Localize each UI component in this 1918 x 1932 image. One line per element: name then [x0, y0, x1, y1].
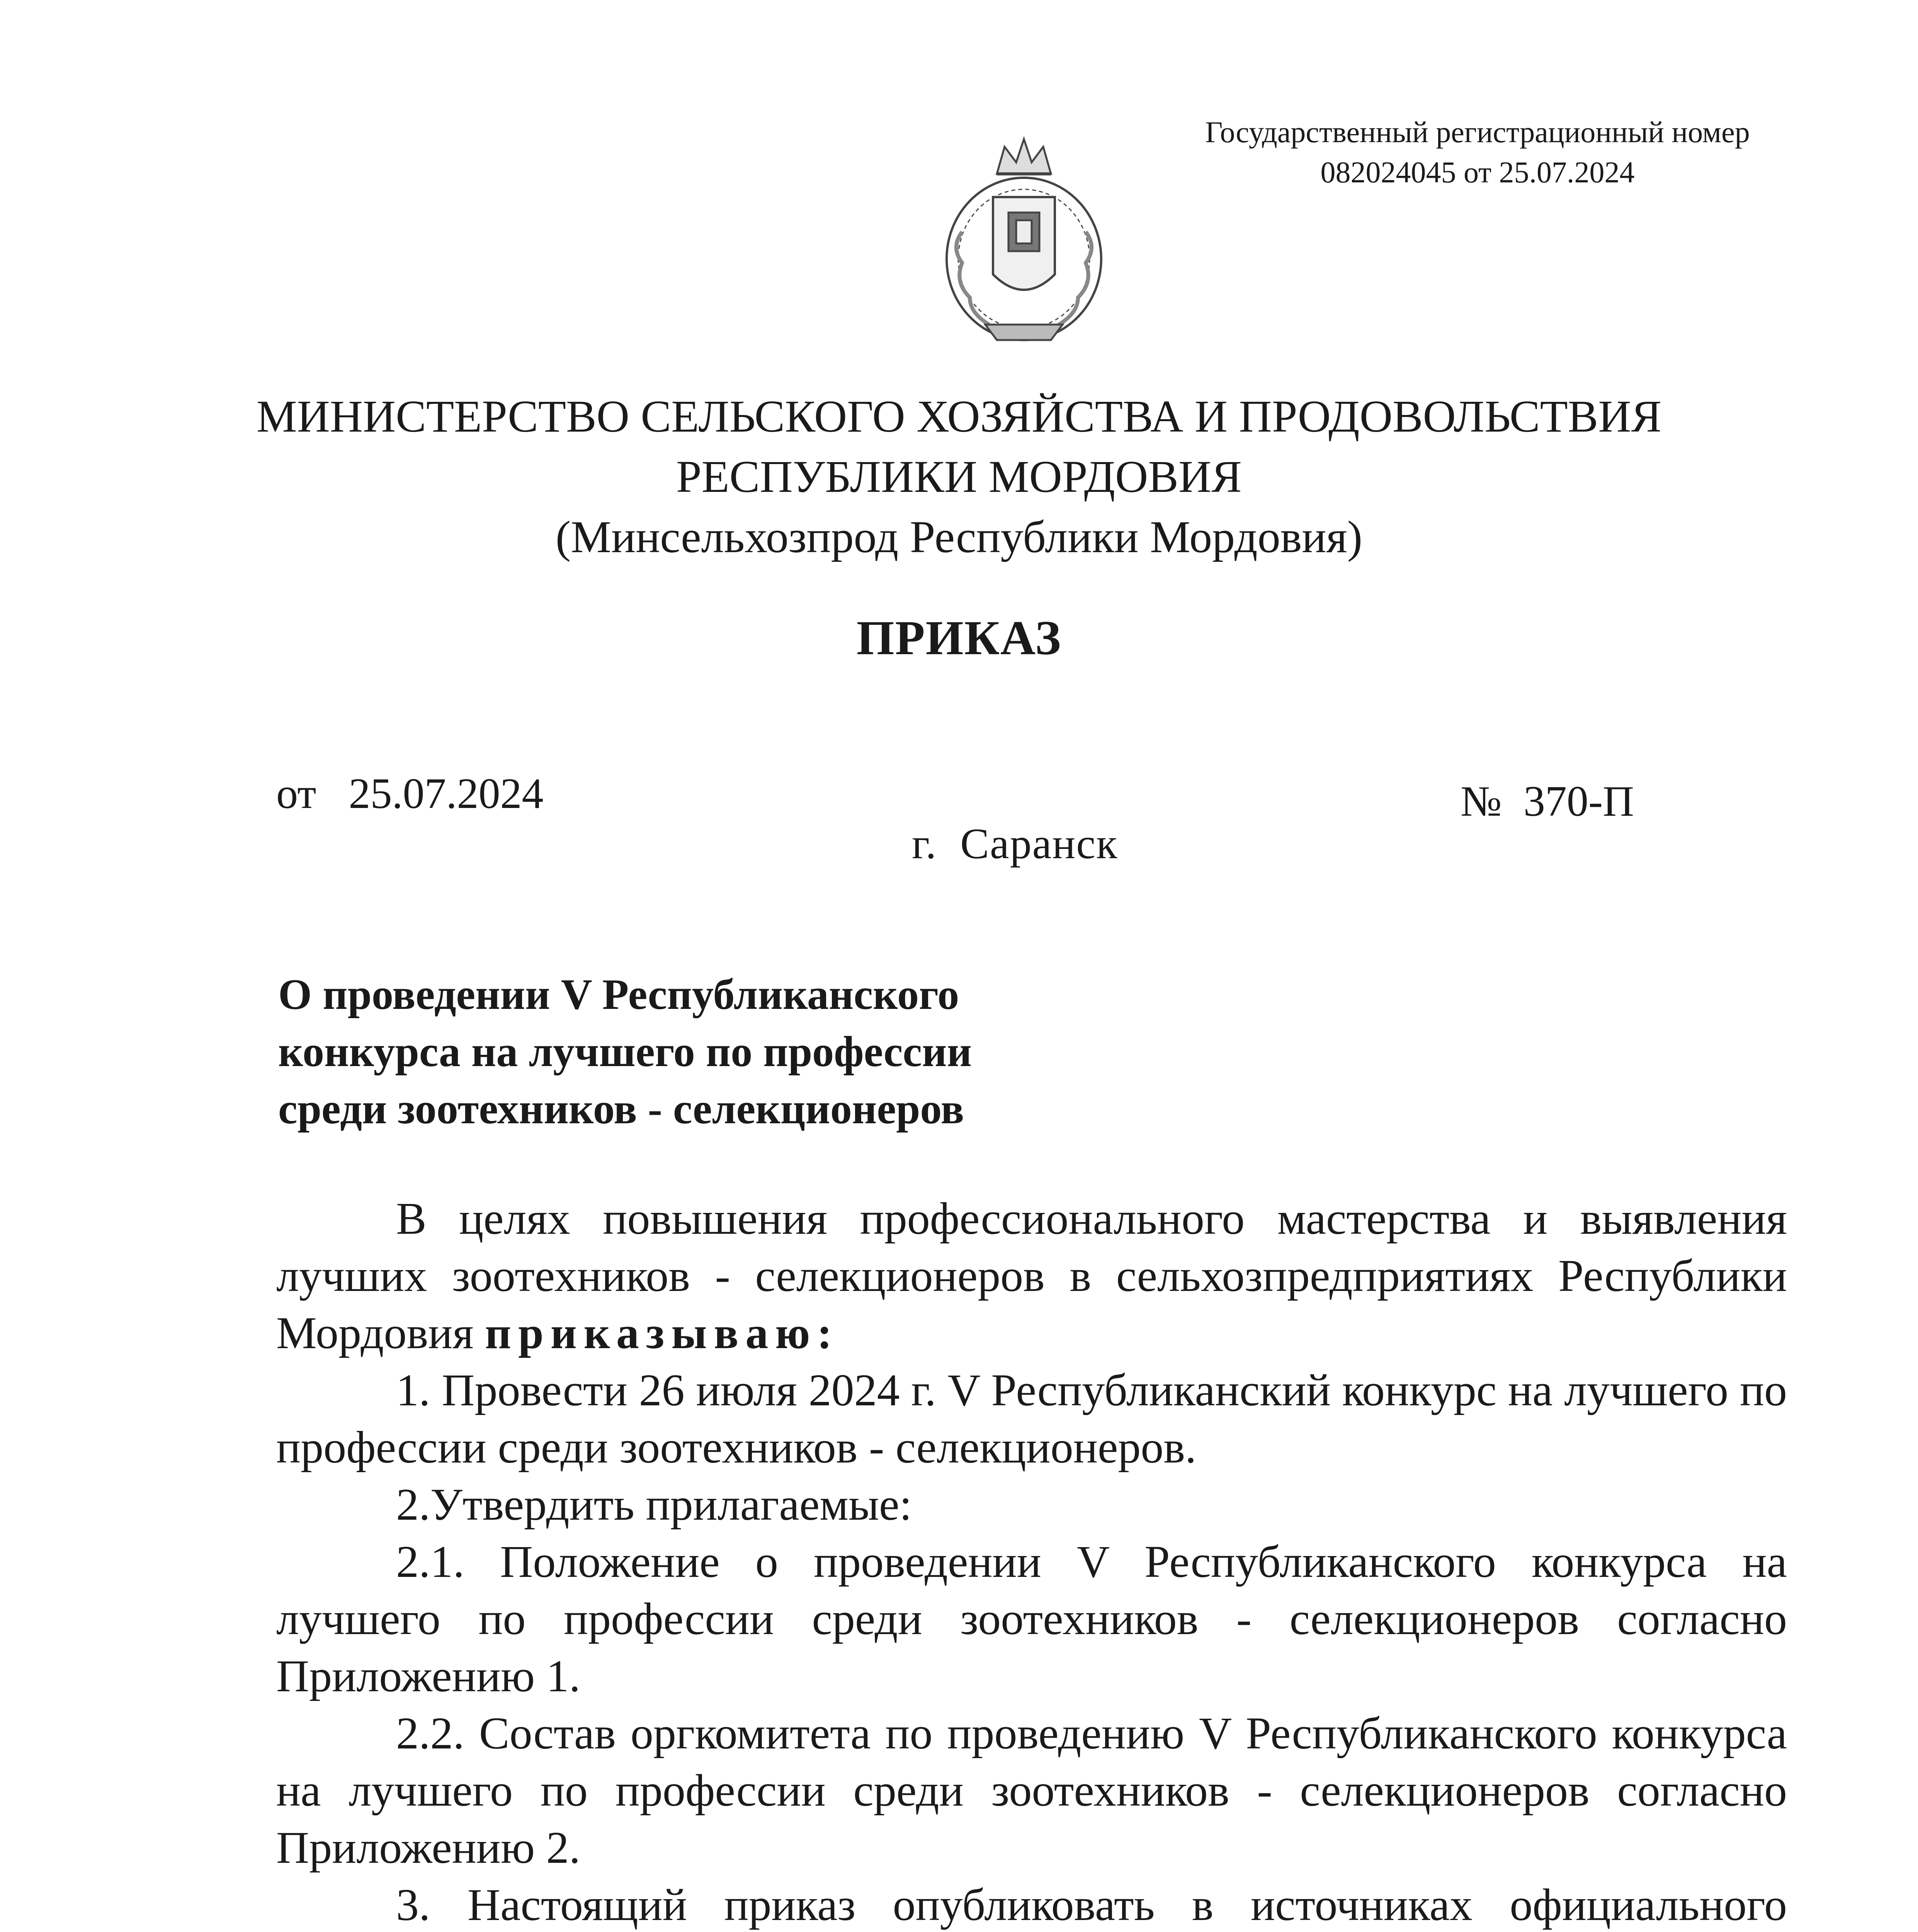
document-title: ПРИКАЗ [856, 611, 1062, 665]
paragraph-2-1: 2.1. Положение о проведении V Республиканского конкурса на лучшего по профессии среди зоотехников - селекционеров согласно Приложению 1. [276, 1536, 1787, 1701]
registration-number: 082024045 от 25.07.2024 [1320, 155, 1635, 189]
registration-block [1130, 112, 1825, 192]
date-prefix: от [276, 770, 316, 818]
order-subject [278, 966, 1051, 1138]
subject-line2: конкурса на лучшего по профессии [278, 1028, 972, 1076]
order-number [1461, 777, 1634, 827]
paragraph-2-2: 2.2. Состав оргкомитета по проведению V Республиканского конкурса на лучшего по профессии среди зоотехников - селекционеров согласно Приложению 2. [276, 1708, 1787, 1873]
paragraph-1: 1. Провести 26 июля 2024 г. V Республиканский конкурс на лучшего по профессии среди зоотехников - селекционеров. [276, 1365, 1787, 1473]
date-value: 25.07.2024 [349, 770, 544, 818]
paragraph-3: 3. Настоящий приказ опубликовать в источниках официального [396, 1879, 1787, 1930]
ministry-name-line2: РЕСПУБЛИКИ МОРДОВИЯ [676, 451, 1242, 502]
subject-line1: О проведении V Республиканского [278, 971, 959, 1019]
order-date [276, 769, 543, 819]
ministry-short-name: (Минсельхозпрод Республики Мордовия) [555, 512, 1363, 562]
intro-text: В целях повышения профессионального мастерства и выявления лучших зоотехников - селекционеров в сельхозпредприятиях Республики Мордовия [276, 1193, 1787, 1358]
ministry-header [0, 386, 1918, 567]
coat-of-arms-icon [939, 131, 1109, 348]
registration-label: Государственный регистрационный номер [1205, 115, 1750, 149]
order-keyword: приказываю: [485, 1308, 839, 1358]
intro-paragraph [276, 1190, 1787, 1362]
number-value: 370-П [1523, 777, 1634, 825]
order-body [276, 1190, 1787, 1932]
subject-line3: среди зоотехников - селекционеров [278, 1085, 964, 1133]
ministry-name-line1: МИНИСТЕРСТВО СЕЛЬСКОГО ХОЗЯЙСТВА И ПРОДОВОЛЬСТВИЯ [256, 391, 1662, 442]
order-city: г. Саранск [912, 820, 1118, 868]
number-prefix: № [1461, 777, 1502, 825]
paragraph-2: 2.Утвердить прилагаемые: [396, 1479, 912, 1530]
